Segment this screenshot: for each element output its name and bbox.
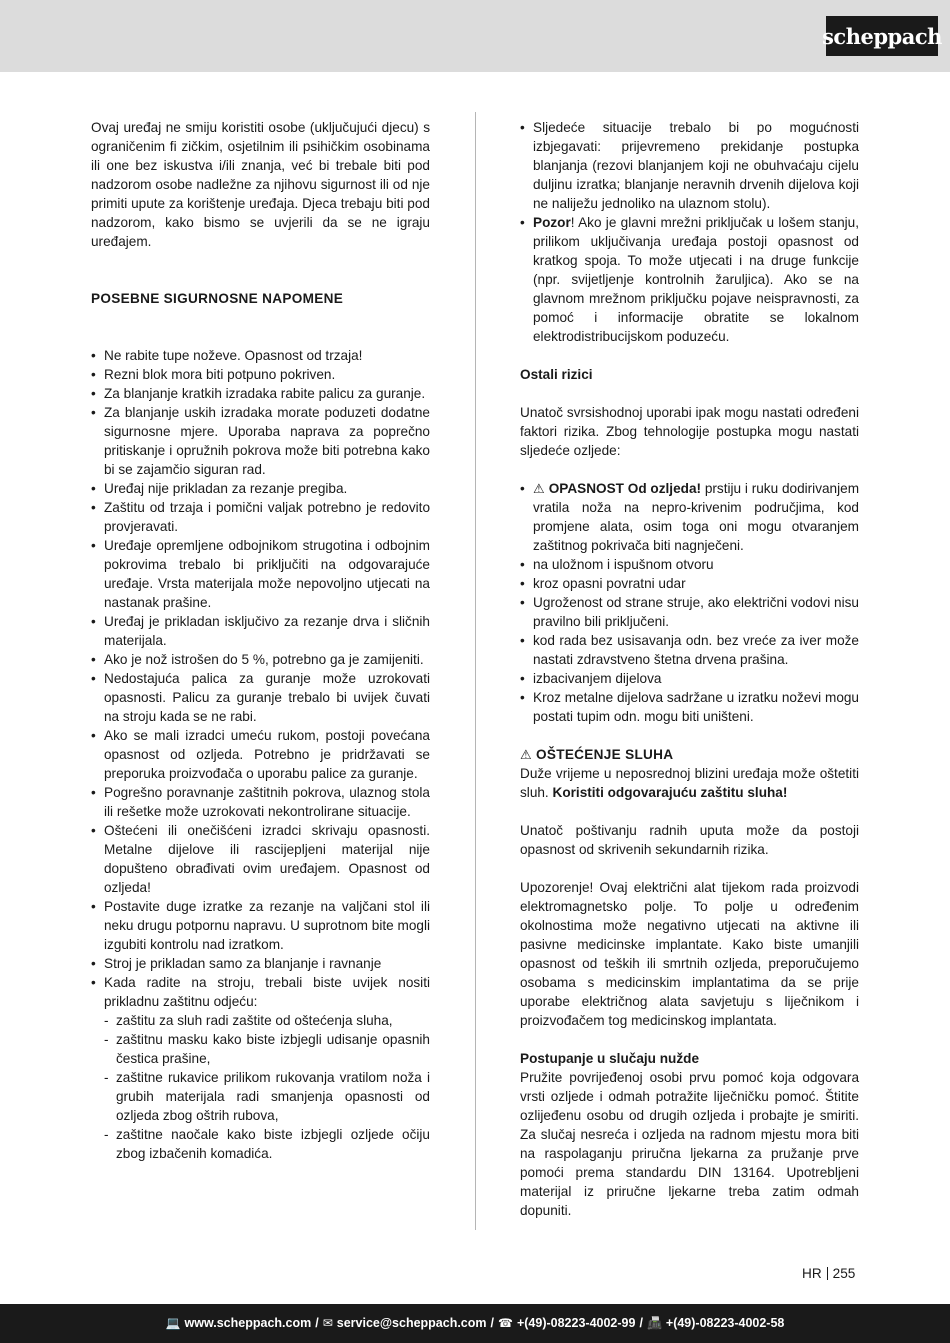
list-item: • na uložnom i ispušnom otvoru	[520, 555, 859, 574]
list-item	[520, 479, 859, 555]
list-item: • Ako se mali izradci umeću rukom, postoji povećana opasnost od ozljeda. Potrebno je pridržavati se preporuka proizvođača o uporabu palice za guranje.	[91, 726, 430, 783]
danger-label: OPASNOST Od ozljeda!	[548, 481, 702, 496]
intro-paragraph: Ovaj uređaj ne smiju koristiti osobe (uključujući djecu) s ograničenim fi zičkim, osjetilnim ili psihičkim osobinama ili one bez iskustva i/ili znanja, već bi trebale biti pod nadzorom osobe nadležne za njihovu sigurnost ili od nje primiti upute za korištenje uređaja. Djeca trebaju biti pod nadzorom, kako bismo se uvjerili da se ne igraju uređajem.	[91, 120, 430, 249]
list-item: • Pogrešno poravnanje zaštitnih pokrova, ulaznog stola ili rešetke može uzrokovati nekontrolirane situacije.	[91, 783, 430, 821]
brand-logo: scheppach	[826, 16, 938, 56]
sub-list-item: - zaštitne naočale kako biste izbjegli ozljede očiju zbog izbačenih komadića.	[91, 1125, 430, 1163]
safety-list	[91, 346, 430, 1163]
list-item: • Kroz metalne dijelova sadržane u izratku noževi mogu postati tupim odn. mogu biti uništeni.	[520, 688, 859, 726]
phone-icon: ☎	[498, 1316, 513, 1330]
list-item: • kod rada bez usisavanja odn. bez vreće za iver može nastati zdravstveno štetna drvena prašina.	[520, 631, 859, 669]
risk-list	[520, 479, 859, 726]
emergency-title: Postupanje u slučaju nužde	[520, 1051, 700, 1066]
emergency-paragraph: Pružite povrijeđenoj osobi prvu pomoć koja odgovara vrsti ozljede i odmah potražite liječničku pomoć. Štitite ozlijeđenu osobu od drugih ozljeda i probajte je smiriti. Za slučaj nesreća i ozljeda na radnom mjestu mora biti na raspolaganju priručna ljekarna za pružanje prve pomoći prema standardu DIN 13164. Upotrebljeni materijal iz priručne ljekarne treba zatim odmah dopuniti.	[520, 1070, 859, 1218]
caution-text: ! Ako je glavni mrežni priključak u lošem stanju, prilikom uključivanja uređaja postoji opasnost od kratkog spoja. To može utjecati i na druge funkcije (npr. svijetljenje kontrolnih žaruljica). Ako se na glavnom mrežnom priključku pojave neispravnosti, za pomoć i informacije obratite se lokalnom elektrodistribucijskom poduzeću.	[533, 215, 859, 344]
danger-text: prstiju i ruku dodirivanjem vratila noža na nepro-krivenim područjima, kod promjene alata, osim toga oni mogu otvaranjem zaštitnog pokrivača biti nagnječeni.	[533, 481, 860, 553]
footer-fax: +(49)-08223-4002-58	[665, 1316, 785, 1330]
list-item: • Ne rabite tupe noževe. Opasnost od trzaja!	[91, 346, 430, 365]
header-band	[0, 0, 950, 72]
right-column	[520, 118, 859, 1220]
caution-label: Pozor	[533, 215, 571, 230]
page-number	[802, 1264, 855, 1283]
footer-phone: +(49)-08223-4002-99	[516, 1316, 636, 1330]
column-divider	[475, 112, 476, 1230]
list-item: • Uređaj nije prikladan za rezanje pregiba.	[91, 479, 430, 498]
list-item: • Zaštitu od trzaja i pomični valjak potrebno je redovito provjeravati.	[91, 498, 430, 536]
hearing-text: Duže vrijeme u neposrednoj blizini uređaja može oštetiti sluh.	[520, 766, 859, 800]
sub-list-item: - zaštitnu masku kako biste izbjegli udisanje opasnih čestica prašine,	[91, 1030, 430, 1068]
hearing-advice: Koristiti odgovarajuću zaštitu sluha!	[552, 785, 788, 800]
list-item: • Rezni blok mora biti potpuno pokriven.	[91, 365, 430, 384]
list-item: • Postavite duge izratke za rezanje na valjčani stol ili neku drugu potpornu napravu. U suprotnom bite mogli izgubiti kontrolu nad izratkom.	[91, 897, 430, 954]
list-item: • Stroj je prikladan samo za blanjanje i ravnanje	[91, 954, 430, 973]
mail-icon: ✉	[322, 1316, 333, 1330]
list-item: • Za blanjanje uskih izradaka morate poduzeti dodatne sigurnosne mjere. Uporaba naprava za poprečno pritiskanje i opružnih pokrova može biti potrebna kako bi se zajamčio siguran rad.	[91, 403, 430, 479]
situations-list	[520, 118, 859, 346]
list-item: • Uređaje opremljene odbojnikom strugotina i odbojnim pokrovima trebalo bi priključiti na odgovarajuće uređaje. Vrsta materijala može nepovoljno utjecati na nastanak prašine.	[91, 536, 430, 612]
emf-warning-paragraph: Upozorenje! Ovaj električni alat tijekom rada proizvodi elektromagnetsko polje. To polje u određenim okolnostima može negativno utjecati na aktivne ili pasivne medicinske implantate. Kako biste umanjili opasnost od teških ili smrtnih ozljeda, preporučujemo osobama s medicinskim implantatima da se prije uporabe električnog alata savjetuju s liječnikom i proizvođačem tog medicinskog implantata.	[520, 880, 859, 1028]
fax-icon: 📠	[646, 1316, 662, 1330]
footer-website: www.scheppach.com	[184, 1316, 312, 1330]
list-item: • Uređaj je prikladan isključivo za rezanje drva i sličnih materijala.	[91, 612, 430, 650]
warning-icon: ⚠	[533, 481, 545, 496]
section-title: POSEBNE SIGURNOSNE NAPOMENE	[91, 291, 344, 306]
sub-list-item: - zaštitu za sluh radi zaštite od oštećenja sluha,	[91, 1011, 430, 1030]
footer-separator: /	[639, 1316, 643, 1330]
residual-risk-paragraph: Unatoč poštivanju radnih uputa može da postoji opasnost od skrivenih sekundarnih rizika.	[520, 823, 859, 857]
list-item: • kroz opasni povratni udar	[520, 574, 859, 593]
warning-icon: ⚠	[520, 747, 532, 762]
list-item: • Kada radite na stroju, trebali biste uvijek nositi prikladnu zaštitnu odjeću:	[91, 973, 430, 1011]
footer-separator: /	[315, 1316, 319, 1330]
list-item: • izbacivanjem dijelova	[520, 669, 859, 688]
list-item: • Nedostajuća palica za guranje može uzrokovati opasnosti. Palicu za guranje trebalo bi uvijek čuvati na stroju kada se ne rabi.	[91, 669, 430, 726]
list-item: • Za blanjanje kratkih izradaka rabite palicu za guranje.	[91, 384, 430, 403]
list-item: • Ugroženost od strane struje, ako električni vodovi nisu pravilno bili priključeni.	[520, 593, 859, 631]
left-column	[91, 118, 430, 1163]
page-number-value: 255	[832, 1266, 856, 1281]
list-item	[520, 213, 859, 346]
footer-bar	[0, 1304, 950, 1343]
page-language: HR	[802, 1266, 822, 1281]
hearing-paragraph	[520, 764, 859, 802]
list-item: • Ako je nož istrošen do 5 %, potrebno ga je zamijeniti.	[91, 650, 430, 669]
footer-email: service@scheppach.com	[336, 1316, 487, 1330]
laptop-icon: 💻	[165, 1316, 181, 1330]
other-risks-paragraph: Unatoč svrsishodnoj uporabi ipak mogu nastati određeni faktori rizika. Zbog tehnologije postupka mogu nastati sljedeće ozljede:	[520, 405, 859, 458]
other-risks-title: Ostali rizici	[520, 367, 593, 382]
sub-list-item: - zaštitne rukavice prilikom rukovanja vratilom noža i grubih materijala radi smanjenja opasnosti od ozljeda zbog oštrih rubova,	[91, 1068, 430, 1125]
hearing-title	[520, 745, 859, 764]
page-number-separator	[827, 1267, 828, 1280]
footer-separator: /	[490, 1316, 494, 1330]
hearing-title-text: OŠTEĆENJE SLUHA	[535, 747, 674, 762]
list-item: • Sljedeće situacije trebalo bi po mogućnosti izbjegavati: prijevremeno prekidanje postupka blanjanja (rezovi blanjanjem koji ne obuhvaćaju cijelu duljinu izratka; blanjanje neravnih drvenih dijelova koji ne naliježu jednoliko na ulaznom stolu).	[520, 118, 859, 213]
list-item: • Oštećeni ili onečišćeni izradci skrivaju opasnosti. Metalne dijelove ili rascijepljeni materijal nije dopušteno obrađivati ovim uređajem. Opasnost od ozljeda!	[91, 821, 430, 897]
